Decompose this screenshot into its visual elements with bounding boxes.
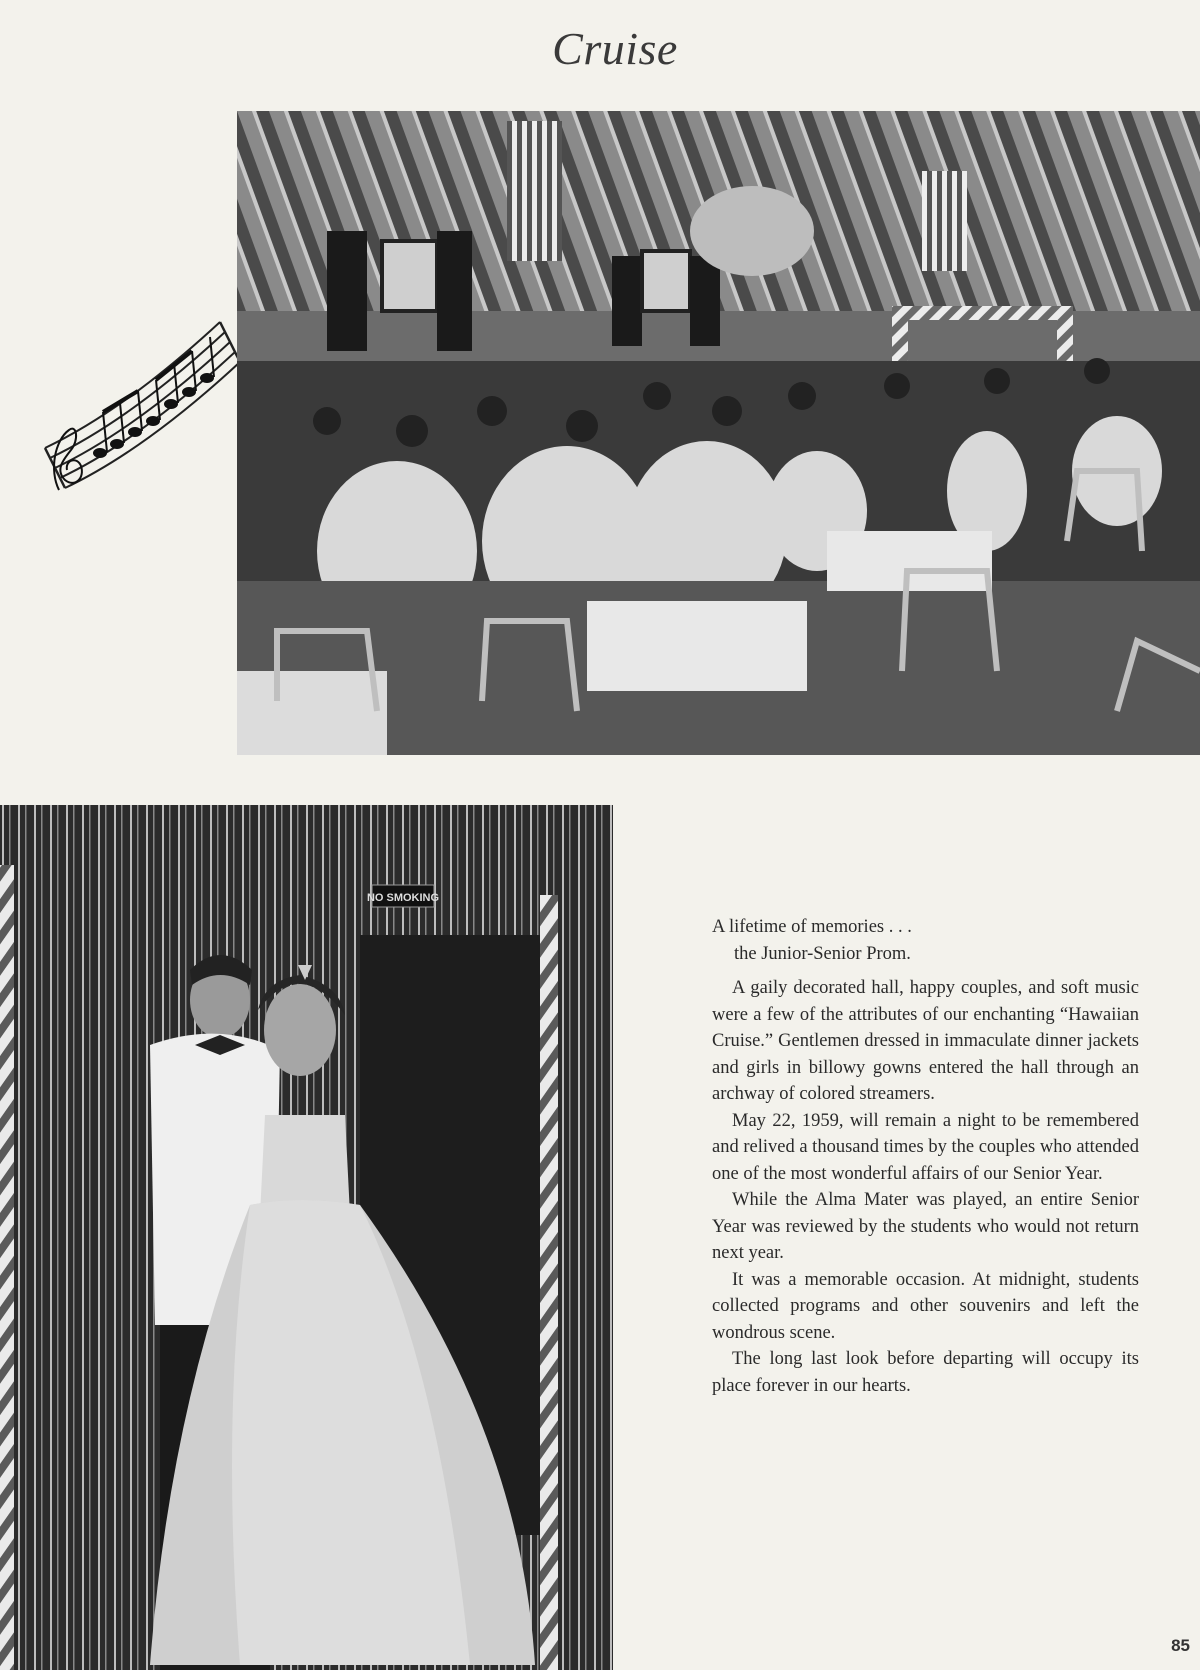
- music-staff-icon: [25, 300, 245, 530]
- no-smoking-sign: NO SMOKING: [366, 892, 440, 904]
- article-paragraph: The long last look before departing will occupy its place forever in our hearts.: [712, 1349, 1139, 1396]
- article-paragraph: A gaily decorated hall, happy couples, and soft music were a few of the attributes of our enchanting “Hawaiian Cruise.” Gentlemen dressed in immaculate dinner jackets and girls in billowy gowns entered the hall through an archway of colored streamers.: [712, 978, 1139, 1104]
- lead-line-2: the Junior-Senior Prom.: [734, 943, 911, 964]
- article-paragraph: While the Alma Mater was played, an entire Senior Year was reviewed by the students who would not return next year.: [712, 1190, 1139, 1263]
- article-paragraph: May 22, 1959, will remain a night to be remembered and relived a thousand times by the couples who attended one of the most wonderful affairs of our Senior Year.: [712, 1110, 1139, 1184]
- prom-couple-photo: [0, 805, 613, 1670]
- lead-line-1: A lifetime of memories . . .: [712, 917, 912, 937]
- page-title: Cruise: [552, 23, 678, 74]
- article: [712, 914, 1139, 1399]
- dance-floor-photo: [237, 111, 1200, 755]
- page-number: 85: [1171, 1636, 1190, 1655]
- article-paragraph: It was a memorable occasion. At midnight, students collected programs and other souvenirs and left the wondrous scene.: [712, 1269, 1139, 1343]
